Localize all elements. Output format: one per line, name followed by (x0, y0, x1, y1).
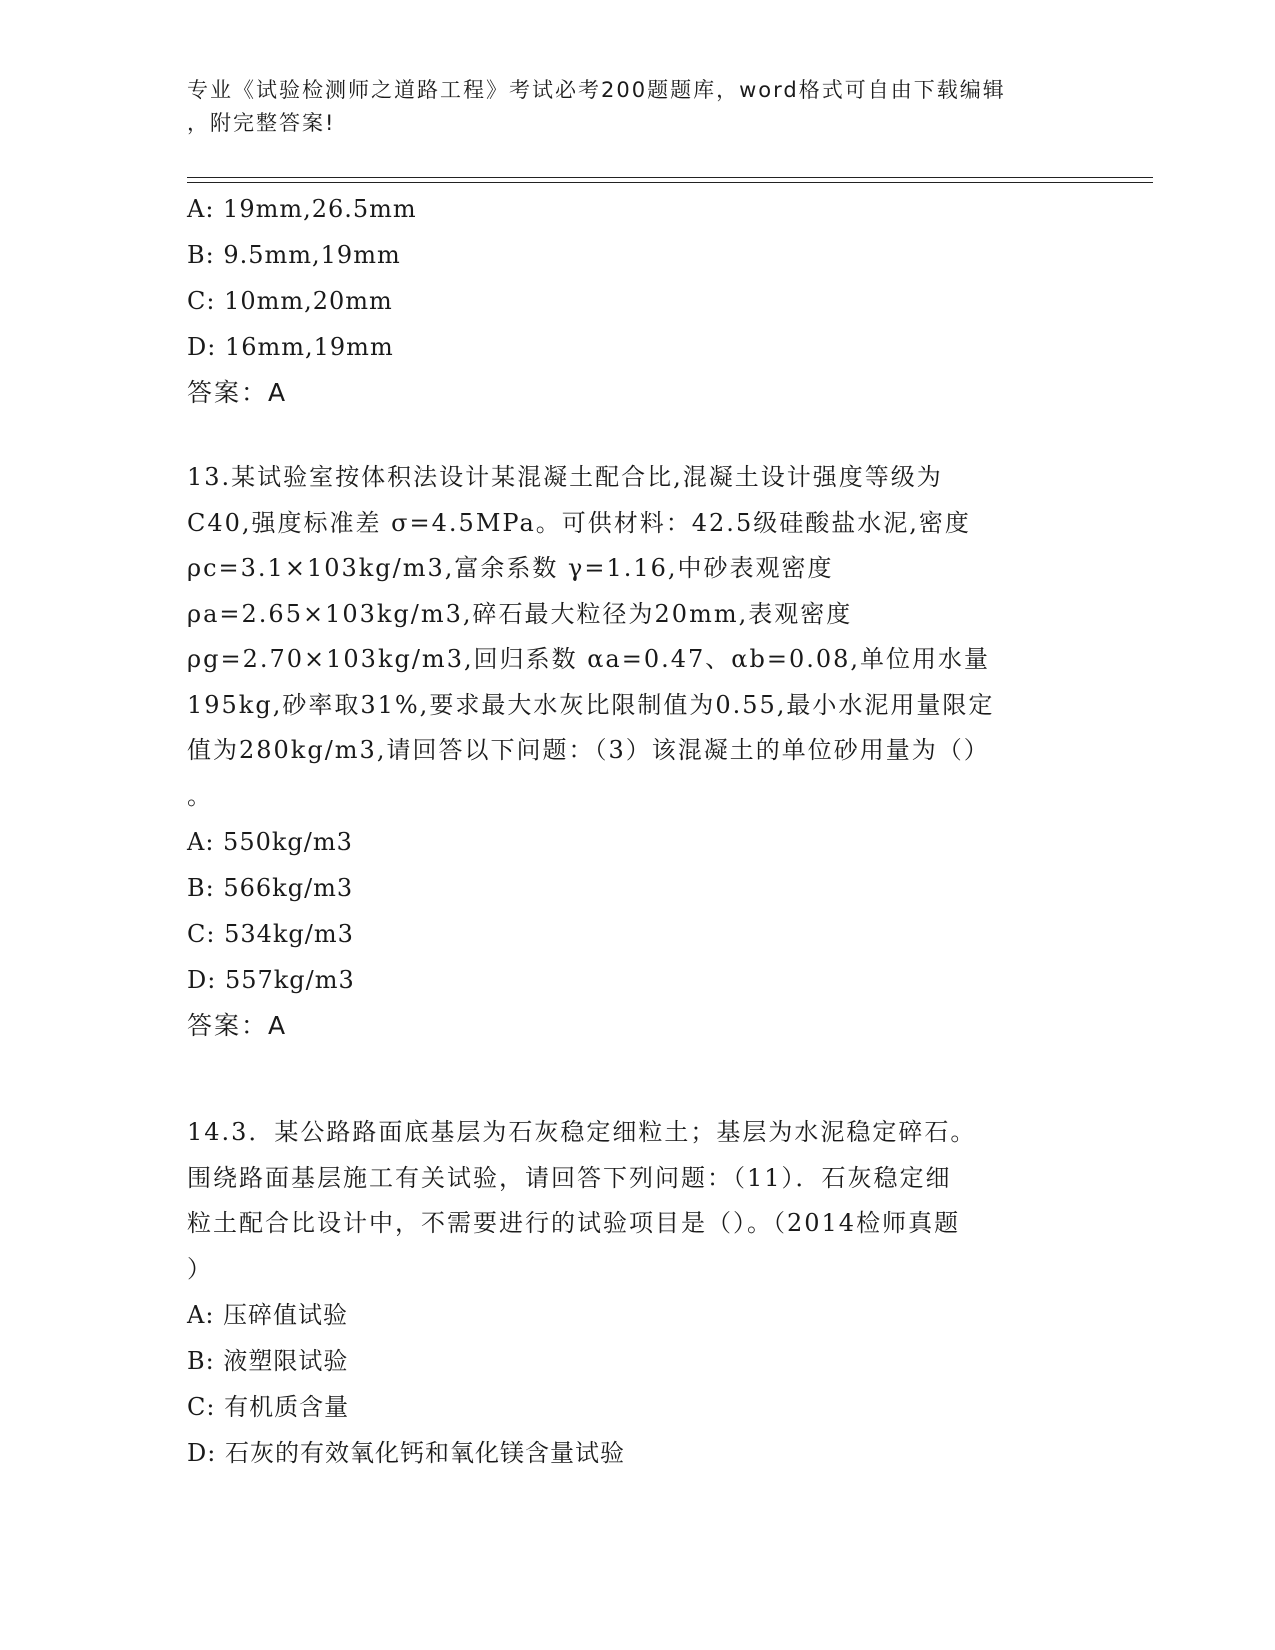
q14-option-c: C: 有机质含量 (187, 1393, 350, 1421)
q13-stem-line-3: ρc=3.1×103kg/m3,富余系数 γ=1.16,中砂表观密度 (187, 554, 834, 582)
q12-answer: 答案：A (187, 378, 288, 407)
q13-option-c: C: 534kg/m3 (187, 920, 354, 948)
q14-option-a: A: 压碎值试验 (187, 1301, 349, 1329)
q14-stem-line-2: 围绕路面基层施工有关试验，请回答下列问题：（11）．石灰稳定细 (187, 1163, 952, 1192)
q13-stem-line-1: 13.某试验室按体积法设计某混凝土配合比,混凝土设计强度等级为 (187, 463, 943, 491)
question-14-block (187, 1110, 1087, 1476)
header-line-2: ，附完整答案! (187, 111, 336, 135)
q13-stem-line-5: ρg=2.70×103kg/m3,回归系数 αa=0.47、αb=0.08,单位用水量 (187, 645, 991, 673)
q13-option-d: D: 557kg/m3 (187, 966, 355, 994)
document-header (187, 74, 1087, 140)
q13-option-a: A: 550kg/m3 (187, 828, 353, 856)
q12-option-a: A: 19mm,26.5mm (187, 195, 417, 223)
q14-option-d: D: 石灰的有效氧化钙和氧化镁含量试验 (187, 1439, 625, 1467)
header-divider-bottom (187, 182, 1153, 183)
header-divider-top (187, 177, 1153, 178)
q12-option-c: C: 10mm,20mm (187, 287, 393, 315)
q14-option-b: B: 液塑限试验 (187, 1347, 349, 1375)
q13-stem-line-2: C40,强度标准差 σ=4.5MPa。可供材料：42.5级硅酸盐水泥,密度 (187, 508, 971, 537)
q13-stem-line-8: 。 (187, 781, 213, 810)
q12-option-d: D: 16mm,19mm (187, 333, 394, 361)
q13-stem-line-4: ρa=2.65×103kg/m3,碎石最大粒径为20mm,表观密度 (187, 599, 853, 628)
q13-answer: 答案：A (187, 1011, 288, 1040)
question-13-block (187, 455, 1087, 1049)
header-line-1: 专业《试验检测师之道路工程》考试必考200题题库，word格式可自由下载编辑 (187, 78, 1006, 102)
question-12-block (187, 186, 1087, 416)
q13-option-b: B: 566kg/m3 (187, 874, 354, 902)
q14-stem-line-1: 14.3．某公路路面底基层为石灰稳定细粒土；基层为水泥稳定碎石。 (187, 1118, 977, 1146)
q14-stem-line-3: 粒土配合比设计中，不需要进行的试验项目是（）。（2014检师真题 (187, 1209, 961, 1237)
q12-option-b: B: 9.5mm,19mm (187, 241, 401, 269)
q14-stem-line-4: ） (187, 1254, 213, 1283)
q13-stem-line-6: 195kg,砂率取31%,要求最大水灰比限制值为0.55,最小水泥用量限定 (187, 690, 995, 719)
q13-stem-line-7: 值为280kg/m3,请回答以下问题：（3）该混凝土的单位砂用量为（） (187, 736, 990, 764)
